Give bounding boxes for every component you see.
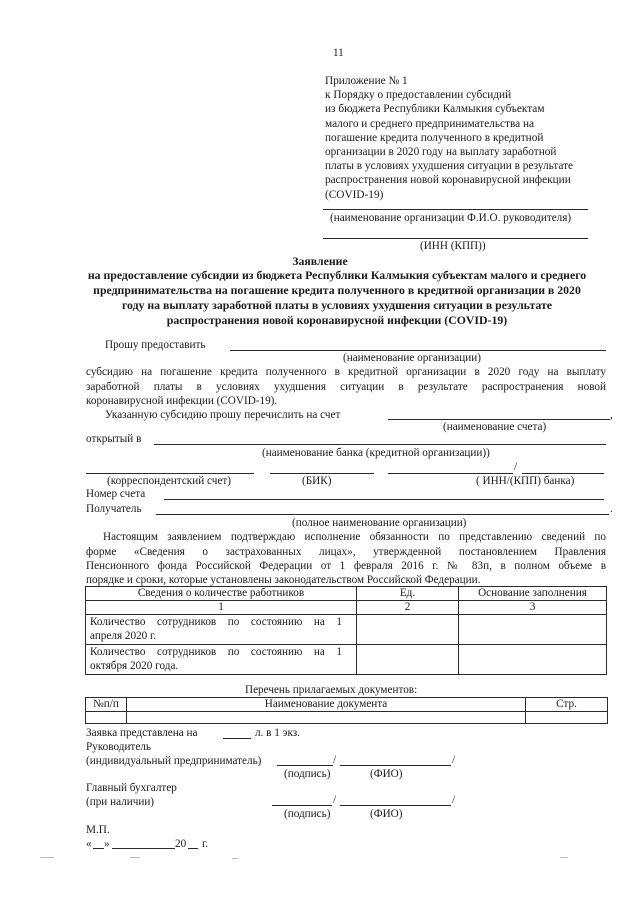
recipient-label: Получатель bbox=[86, 503, 142, 515]
appendix-line: погашение кредита полученного в кредитной bbox=[325, 131, 544, 144]
scan-mark bbox=[232, 858, 238, 859]
appendix-line: организации в 2020 году на выплату заработной bbox=[325, 146, 557, 159]
unit-cell[interactable] bbox=[357, 645, 459, 675]
table-header: Сведения о количестве работников bbox=[86, 587, 357, 601]
doc-pages-cell[interactable] bbox=[526, 712, 608, 724]
confirmation-line: Пенсионного фонда Российской Федерации от 1 февраля 2016 г. № 83п, в полном объеме в bbox=[86, 560, 606, 572]
appendix-line: малого и среднего предпринимательства на bbox=[325, 117, 535, 130]
workers-table bbox=[85, 586, 607, 675]
confirmation-line: порядке и сроки, которые установлены законодательством Российской Федерации. bbox=[86, 574, 481, 586]
head-signature-caption: (подпись) bbox=[284, 768, 331, 780]
table-header: Основание заполнения bbox=[459, 587, 607, 601]
appendix-line: к Порядку о предоставлении субсидий bbox=[325, 89, 512, 102]
table-header: №п/п bbox=[86, 698, 127, 712]
head-slash-end: / bbox=[452, 754, 456, 766]
head-fio-field[interactable] bbox=[340, 765, 451, 766]
page-number: 11 bbox=[333, 47, 344, 59]
row-label bbox=[86, 645, 357, 675]
bank-name-caption: (наименование банка (кредитной организации)) bbox=[262, 447, 490, 459]
request-text-line: заработной платы в условиях ухудшения ситуации в результате распространения новой bbox=[86, 381, 606, 393]
table-row bbox=[86, 645, 607, 675]
title-line: на предоставление субсидии из бюджета Республики Калмыкия субъектам малого и среднего bbox=[87, 268, 587, 282]
row-label-line: октября 2020 года. bbox=[90, 660, 179, 672]
table-header-row bbox=[86, 587, 607, 601]
date-day-field[interactable] bbox=[93, 848, 104, 849]
table-header: Наименование документа bbox=[127, 698, 526, 712]
accountant-signature-field[interactable] bbox=[272, 805, 332, 806]
corr-account-caption: (корреспондентский счет) bbox=[107, 475, 231, 487]
account-name-field[interactable] bbox=[388, 419, 610, 420]
bik-field[interactable] bbox=[270, 473, 374, 474]
table-row bbox=[86, 615, 607, 645]
scan-mark bbox=[560, 857, 568, 858]
account-name-caption: (наименование счета) bbox=[443, 421, 547, 433]
document-heading: Заявление bbox=[292, 254, 348, 268]
account-number-label: Номер счета bbox=[86, 488, 146, 500]
column-number: 1 bbox=[86, 601, 357, 615]
stamp-place: М.П. bbox=[86, 824, 110, 836]
request-text-line: субсидию на погашение кредита полученного в кредитной организации в 2020 году на выплату bbox=[86, 366, 606, 378]
doc-name-cell[interactable] bbox=[127, 712, 526, 724]
scan-mark bbox=[40, 857, 54, 858]
title-line: предпринимательства на погашение кредита полученного в кредитной организации в 2020 bbox=[93, 283, 581, 297]
bik-caption: (БИК) bbox=[302, 475, 332, 487]
documents-table bbox=[85, 697, 608, 724]
column-number: 3 bbox=[459, 601, 607, 615]
recipient-field[interactable] bbox=[156, 514, 609, 515]
confirmation-line: форме «Сведения о застрахованных лицах», утвержденной постановлением Правления bbox=[86, 546, 606, 558]
transfer-label: Указанную субсидию прошу перечислить на счет bbox=[105, 409, 341, 421]
bank-name-field[interactable] bbox=[154, 444, 606, 445]
recipient-caption: (полное наименование организации) bbox=[292, 517, 467, 529]
accountant-label: Главный бухгалтер bbox=[86, 782, 177, 794]
title-line: распространения новой коронавирусной инфекции (COVID-19) bbox=[166, 313, 508, 327]
sheet-count-field[interactable] bbox=[223, 738, 251, 739]
basis-cell[interactable] bbox=[459, 645, 607, 675]
org-name-caption: (наименование организации) bbox=[343, 352, 481, 364]
date-year-field[interactable] bbox=[188, 848, 198, 849]
head-fio-caption: (ФИО) bbox=[370, 768, 403, 780]
bank-inn-field[interactable] bbox=[388, 473, 513, 474]
date-month-field[interactable] bbox=[112, 848, 175, 849]
submitted-prefix: Заявка представлена на bbox=[86, 727, 198, 739]
corr-account-field[interactable] bbox=[86, 473, 254, 474]
document-title bbox=[82, 268, 592, 328]
submitted-suffix: л. в 1 экз. bbox=[255, 727, 300, 739]
appendix-line: платы в условиях ухудшения ситуации в результате bbox=[325, 160, 574, 173]
bank-kpp-field[interactable] bbox=[522, 473, 604, 474]
accountant-slash: / bbox=[333, 794, 337, 806]
scan-mark bbox=[130, 857, 140, 858]
basis-cell[interactable] bbox=[459, 615, 607, 645]
appendix-line: (COVID-19) bbox=[325, 188, 384, 201]
accountant-signature-caption: (подпись) bbox=[284, 808, 331, 820]
table-header: Ед. bbox=[357, 587, 459, 601]
title-line: году на выплату заработной платы в условиях ухудшения ситуации в результате bbox=[121, 298, 553, 312]
request-text-line: коронавирусной инфекции (COVID-19). bbox=[86, 395, 278, 407]
table-header-row bbox=[86, 698, 608, 712]
account-comma: , bbox=[610, 409, 613, 421]
appendix-block bbox=[325, 74, 625, 202]
column-number: 2 bbox=[357, 601, 459, 615]
inn-kpp-caption: (ИНН (КПП)) bbox=[420, 240, 486, 252]
accountant-fio-field[interactable] bbox=[340, 805, 451, 806]
appendix-line: из бюджета Республики Калмыкия субъектам bbox=[325, 103, 545, 116]
inn-kpp-field[interactable] bbox=[323, 238, 588, 239]
doc-number-cell[interactable] bbox=[86, 712, 127, 724]
head-label-2: (индивидуальный предприниматель) bbox=[86, 755, 262, 767]
unit-cell[interactable] bbox=[357, 615, 459, 645]
request-label: Прошу предоставить bbox=[105, 339, 206, 351]
documents-title: Перечень прилагаемых документов: bbox=[245, 684, 418, 696]
head-slash: / bbox=[333, 754, 337, 766]
account-number-field[interactable] bbox=[164, 499, 604, 500]
date-year-prefix: 20 bbox=[175, 838, 187, 850]
head-label: Руководитель bbox=[86, 741, 151, 753]
row-label-line: Количество сотрудников по состоянию на 1 bbox=[90, 616, 342, 628]
accountant-slash-end: / bbox=[452, 794, 456, 806]
table-header: Стр. bbox=[526, 698, 608, 712]
date-suffix: г. bbox=[202, 838, 209, 850]
org-head-caption: (наименование организации Ф.И.О. руководителя) bbox=[330, 212, 572, 224]
appendix-line: Приложение № 1 bbox=[325, 75, 408, 87]
head-signature-field[interactable] bbox=[277, 765, 333, 766]
date-open-quote: « bbox=[86, 838, 92, 850]
confirmation-line: Настоящим заявлением подтверждаю исполнение обязанности по представлению сведений по bbox=[103, 531, 606, 543]
table-row bbox=[86, 712, 608, 724]
row-label-line: Количество сотрудников по состоянию на 1 bbox=[90, 646, 342, 658]
org-head-field[interactable] bbox=[323, 209, 588, 210]
opened-label: открытый в bbox=[86, 433, 142, 445]
org-name-field[interactable] bbox=[230, 350, 606, 351]
inn-slash: / bbox=[514, 461, 518, 473]
row-label-line: апреля 2020 г. bbox=[90, 630, 157, 642]
appendix-line: распространения новой коронавирусной инфекции bbox=[325, 174, 571, 187]
bank-inn-caption: ( ИНН/(КПП) банка) bbox=[476, 475, 575, 487]
date-close-quote: » bbox=[104, 838, 110, 850]
accountant-label-2: (при наличии) bbox=[86, 796, 155, 808]
table-number-row bbox=[86, 601, 607, 615]
recipient-period: . bbox=[610, 503, 613, 515]
row-label bbox=[86, 615, 357, 645]
accountant-fio-caption: (ФИО) bbox=[370, 808, 403, 820]
